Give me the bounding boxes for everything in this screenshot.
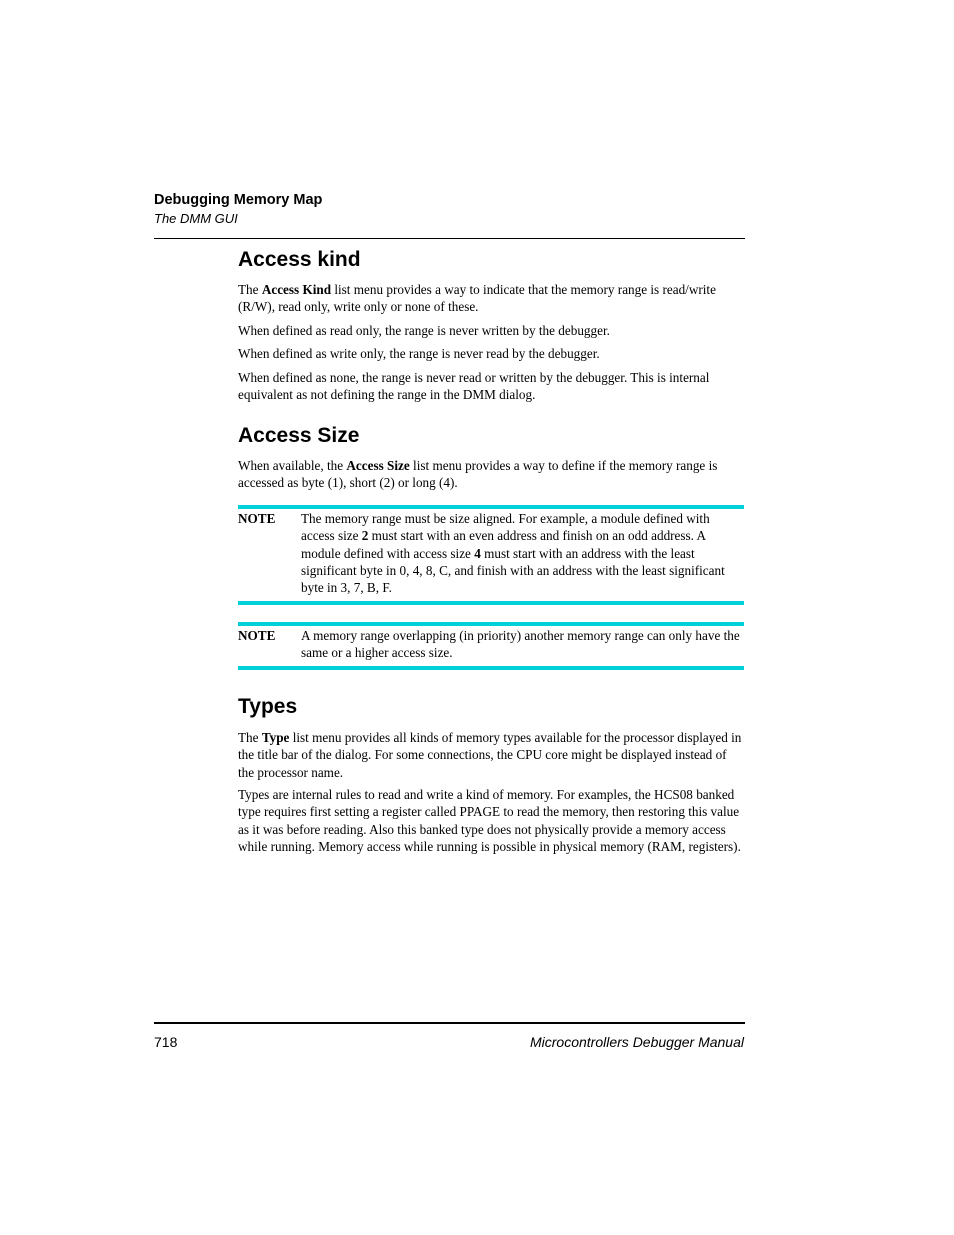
- running-header-chapter: Debugging Memory Map: [154, 192, 323, 208]
- text: must start with an even address and finish on an odd address. A module defined with access size: [301, 528, 706, 561]
- note-1-label: NOTE: [238, 511, 276, 526]
- heading-types: Types: [238, 695, 298, 718]
- text: list menu provides a way to indicate that the memory range is read/write (R/W), read only, write only or none of these.: [238, 282, 716, 315]
- note-2-label: NOTE: [238, 628, 276, 643]
- header-divider: [154, 238, 745, 239]
- access-kind-paragraph-4: When defined as none, the range is never read or written by the debugger. This is internal equivalent as not defining the range in the DMM dialog.: [238, 370, 710, 403]
- access-kind-paragraph-1: [238, 281, 744, 316]
- ui-term-access-kind: Access Kind: [261, 282, 332, 297]
- access-kind-paragraph-3: When defined as write only, the range is never read by the debugger.: [238, 346, 600, 361]
- access-size-paragraph-1: [238, 457, 744, 492]
- note-2-text: A memory range overlapping (in priority) another memory range can only have the same or a higher access size.: [301, 628, 740, 661]
- note-1-top-bar: [238, 505, 744, 509]
- ui-term-type: Type: [261, 730, 290, 745]
- footer-divider: [154, 1022, 745, 1024]
- text: list menu provides all kinds of memory types available for the processor displayed in the title bar of the dialog. For some connections, the CPU core might be displayed instead of the processor name.: [238, 730, 742, 780]
- text: When available, the: [238, 458, 347, 473]
- text: list menu provides a way to define if the memory range is accessed as byte (1), short (2) or long (4).: [238, 458, 718, 491]
- note-1-bottom-bar: [238, 601, 744, 605]
- heading-access-size: Access Size: [238, 424, 360, 447]
- bold-value: 2: [361, 528, 369, 544]
- types-paragraph-1: [238, 729, 744, 781]
- text: The memory range must be size aligned. For example, a module defined with access size: [301, 511, 710, 544]
- types-paragraph-2: Types are internal rules to read and write a kind of memory. For examples, the HCS08 banked type requires first setting a register called PPAGE to read the memory, then restoring this value as it was before reading. Also this banked type does not physically provide a memory access while running. Memory access while running is possible in physical memory (RAM, registers).: [238, 787, 741, 854]
- text: The: [238, 282, 262, 297]
- access-kind-paragraph-2: When defined as read only, the range is never written by the debugger.: [238, 323, 610, 338]
- note-1-text: [301, 510, 744, 596]
- bold-value: 4: [474, 545, 481, 561]
- page-number: 718: [154, 1034, 178, 1050]
- manual-title: Microcontrollers Debugger Manual: [530, 1034, 744, 1050]
- running-header-section: The DMM GUI: [154, 211, 238, 226]
- heading-access-kind: Access kind: [238, 248, 361, 271]
- text: The: [238, 730, 262, 745]
- ui-term-access-size: Access Size: [346, 458, 410, 473]
- text: must start with an address with the least significant byte in 0, 4, 8, C, and finish with an address with the least significant byte in 3, 7, B, F.: [301, 545, 725, 596]
- note-2-bottom-bar: [238, 666, 744, 670]
- note-2-top-bar: [238, 622, 744, 626]
